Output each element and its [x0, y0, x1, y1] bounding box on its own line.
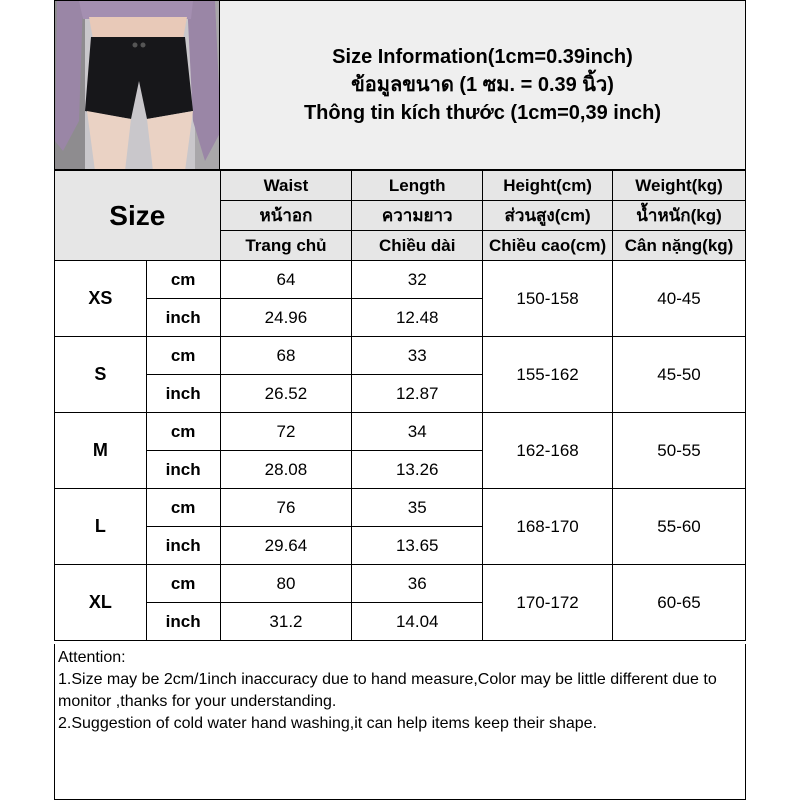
col-header-weight: Weight(kg): [613, 171, 746, 201]
col-header-length-vi: Chiều dài: [352, 231, 483, 261]
waist-inch: 26.52: [220, 375, 352, 413]
waist-cm: 68: [220, 337, 352, 375]
size-label: M: [55, 413, 147, 489]
unit-cm: cm: [146, 489, 220, 527]
size-label: L: [55, 489, 147, 565]
weight-range: 50-55: [613, 413, 746, 489]
size-label: XS: [55, 261, 147, 337]
height-range: 168-170: [483, 489, 613, 565]
col-header-length-thai: ความยาว: [352, 201, 483, 231]
col-header-weight-thai: น้ำหนัก(kg): [613, 201, 746, 231]
length-inch: 12.87: [352, 375, 483, 413]
weight-range: 45-50: [613, 337, 746, 413]
size-table: [54, 170, 746, 641]
col-header-weight-vi: Cân nặng(kg): [613, 231, 746, 261]
col-header-height-thai: ส่วนสูง(cm): [483, 201, 613, 231]
table-row: [55, 337, 746, 375]
col-header-height: Height(cm): [483, 171, 613, 201]
unit-inch: inch: [146, 299, 220, 337]
waist-cm: 76: [220, 489, 352, 527]
col-header-waist: Waist: [220, 171, 352, 201]
length-inch: 13.26: [352, 451, 483, 489]
length-cm: 35: [352, 489, 483, 527]
col-header-length: Length: [352, 171, 483, 201]
header-line-english: Size Information(1cm=0.39inch): [332, 46, 633, 68]
waist-inch: 28.08: [220, 451, 352, 489]
size-chart: [54, 0, 746, 800]
note-item: 2.Suggestion of cold water hand washing,it can help items keep their shape.: [58, 715, 597, 732]
header-line-vietnamese: Thông tin kích thước (1cm=0,39 inch): [303, 102, 662, 124]
unit-cm: cm: [146, 261, 220, 299]
size-column-title: Size: [55, 171, 221, 261]
length-cm: 34: [352, 413, 483, 451]
weight-range: 40-45: [613, 261, 746, 337]
table-row: [55, 565, 746, 603]
header-row-english: [55, 171, 746, 201]
waist-cm: 72: [220, 413, 352, 451]
col-header-waist-thai: หน้าอก: [220, 201, 352, 231]
col-header-waist-vi: Trang chủ: [220, 231, 352, 261]
size-information-header: [220, 0, 746, 170]
weight-range: 60-65: [613, 565, 746, 641]
col-header-height-vi: Chiều cao(cm): [483, 231, 613, 261]
length-cm: 32: [352, 261, 483, 299]
height-range: 150-158: [483, 261, 613, 337]
unit-cm: cm: [146, 337, 220, 375]
notes-title: Attention:: [58, 649, 126, 666]
length-cm: 36: [352, 565, 483, 603]
model-photo-illustration: [55, 1, 220, 170]
waist-inch: 29.64: [220, 527, 352, 565]
unit-inch: inch: [146, 451, 220, 489]
size-label: S: [55, 337, 147, 413]
product-photo: [54, 0, 220, 170]
length-inch: 12.48: [352, 299, 483, 337]
length-inch: 13.65: [352, 527, 483, 565]
unit-inch: inch: [146, 603, 220, 641]
table-row: [55, 261, 746, 299]
waist-cm: 64: [220, 261, 352, 299]
unit-cm: cm: [146, 413, 220, 451]
note-item: 1.Size may be 2cm/1inch inaccuracy due to hand measure,Color may be little different due to monitor ,thanks for your understanding.: [58, 671, 717, 710]
height-range: 162-168: [483, 413, 613, 489]
weight-range: 55-60: [613, 489, 746, 565]
attention-notes: [54, 644, 746, 800]
unit-inch: inch: [146, 375, 220, 413]
table-row: [55, 489, 746, 527]
waist-inch: 24.96: [220, 299, 352, 337]
waist-inch: 31.2: [220, 603, 352, 641]
height-range: 155-162: [483, 337, 613, 413]
length-inch: 14.04: [352, 603, 483, 641]
height-range: 170-172: [483, 565, 613, 641]
unit-inch: inch: [146, 527, 220, 565]
waist-cm: 80: [220, 565, 352, 603]
header-line-thai: ข้อมูลขนาด (1 ซม. = 0.39 นิ้ว): [351, 74, 614, 96]
unit-cm: cm: [146, 565, 220, 603]
table-row: [55, 413, 746, 451]
length-cm: 33: [352, 337, 483, 375]
size-label: XL: [55, 565, 147, 641]
